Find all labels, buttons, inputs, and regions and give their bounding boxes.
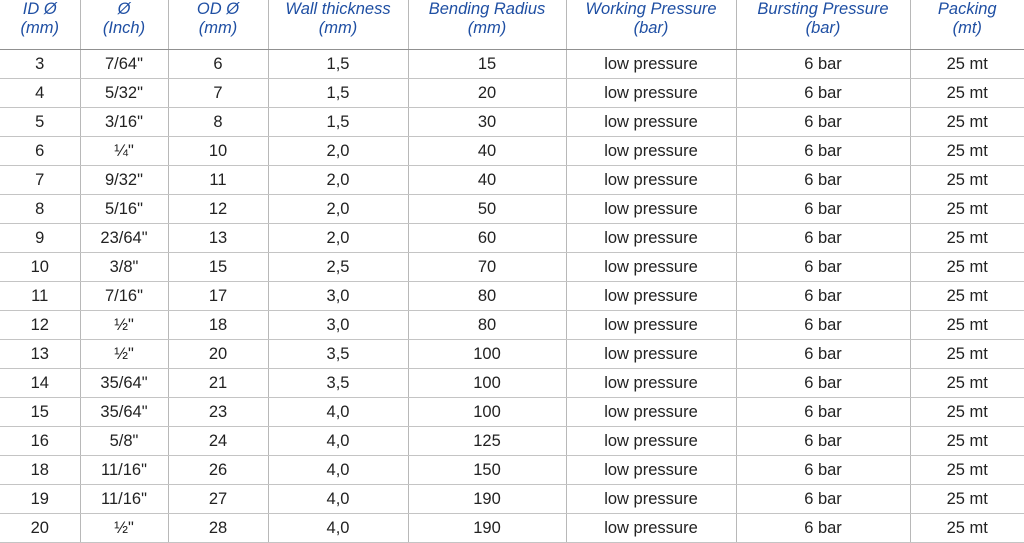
bursting-pressure-header — [736, 0, 910, 50]
header-label: ID Ø — [0, 0, 80, 19]
bursting-pressure-cell: 6 bar — [736, 137, 910, 166]
working-pressure-cell: low pressure — [566, 166, 736, 195]
table-row — [0, 514, 1024, 543]
header-unit: (bar) — [737, 19, 910, 38]
od-diameter-cell: 13 — [168, 224, 268, 253]
bursting-pressure-cell: 6 bar — [736, 166, 910, 195]
table-body — [0, 50, 1024, 543]
header-unit: (mm) — [409, 19, 566, 38]
bending-radius-cell: 190 — [408, 485, 566, 514]
bursting-pressure-cell: 6 bar — [736, 282, 910, 311]
header-label: Wall thickness — [269, 0, 408, 19]
bursting-pressure-cell: 6 bar — [736, 79, 910, 108]
bursting-pressure-cell: 6 bar — [736, 50, 910, 79]
packing-cell: 25 mt — [910, 282, 1024, 311]
working-pressure-cell: low pressure — [566, 369, 736, 398]
packing-cell: 25 mt — [910, 485, 1024, 514]
table-row — [0, 195, 1024, 224]
bending-radius-cell: 80 — [408, 282, 566, 311]
bending-radius-cell: 70 — [408, 253, 566, 282]
bending-radius-cell: 100 — [408, 340, 566, 369]
wall-thickness-cell: 2,0 — [268, 137, 408, 166]
header-unit: (mm) — [269, 19, 408, 38]
table-row — [0, 253, 1024, 282]
od-diameter-cell: 10 — [168, 137, 268, 166]
inch-diameter-cell: 7/64" — [80, 50, 168, 79]
od-diameter-cell: 23 — [168, 398, 268, 427]
od-diameter-cell: 17 — [168, 282, 268, 311]
inch-diameter-cell: 23/64" — [80, 224, 168, 253]
bending-radius-cell: 30 — [408, 108, 566, 137]
bursting-pressure-cell: 6 bar — [736, 456, 910, 485]
working-pressure-cell: low pressure — [566, 195, 736, 224]
table-row — [0, 427, 1024, 456]
wall-thickness-cell: 4,0 — [268, 427, 408, 456]
id-diameter-cell: 15 — [0, 398, 80, 427]
inch-diameter-cell: 11/16" — [80, 485, 168, 514]
id-diameter-cell: 12 — [0, 311, 80, 340]
wall-thickness-cell: 3,5 — [268, 340, 408, 369]
bursting-pressure-cell: 6 bar — [736, 311, 910, 340]
bending-radius-cell: 150 — [408, 456, 566, 485]
od-diameter-cell: 27 — [168, 485, 268, 514]
wall-thickness-cell: 3,5 — [268, 369, 408, 398]
id-diameter-header — [0, 0, 80, 50]
table-row — [0, 369, 1024, 398]
inch-diameter-header — [80, 0, 168, 50]
table-row — [0, 340, 1024, 369]
packing-cell: 25 mt — [910, 514, 1024, 543]
header-label: Bursting Pressure — [737, 0, 910, 19]
wall-thickness-cell: 4,0 — [268, 398, 408, 427]
table-row — [0, 79, 1024, 108]
wall-thickness-header — [268, 0, 408, 50]
bursting-pressure-cell: 6 bar — [736, 224, 910, 253]
inch-diameter-cell: ½" — [80, 514, 168, 543]
bending-radius-header — [408, 0, 566, 50]
od-diameter-cell: 8 — [168, 108, 268, 137]
packing-cell: 25 mt — [910, 224, 1024, 253]
bursting-pressure-cell: 6 bar — [736, 398, 910, 427]
packing-cell: 25 mt — [910, 369, 1024, 398]
inch-diameter-cell: 5/16" — [80, 195, 168, 224]
id-diameter-cell: 4 — [0, 79, 80, 108]
id-diameter-cell: 13 — [0, 340, 80, 369]
id-diameter-cell: 8 — [0, 195, 80, 224]
bending-radius-cell: 100 — [408, 369, 566, 398]
bursting-pressure-cell: 6 bar — [736, 340, 910, 369]
working-pressure-cell: low pressure — [566, 79, 736, 108]
bending-radius-cell: 190 — [408, 514, 566, 543]
working-pressure-cell: low pressure — [566, 311, 736, 340]
od-diameter-cell: 21 — [168, 369, 268, 398]
packing-cell: 25 mt — [910, 340, 1024, 369]
wall-thickness-cell: 2,0 — [268, 224, 408, 253]
inch-diameter-cell: ¼" — [80, 137, 168, 166]
bending-radius-cell: 20 — [408, 79, 566, 108]
header-label: OD Ø — [169, 0, 268, 19]
working-pressure-header — [566, 0, 736, 50]
bursting-pressure-cell: 6 bar — [736, 195, 910, 224]
table-row — [0, 485, 1024, 514]
packing-cell: 25 mt — [910, 50, 1024, 79]
wall-thickness-cell: 1,5 — [268, 108, 408, 137]
table-row — [0, 166, 1024, 195]
od-diameter-cell: 6 — [168, 50, 268, 79]
working-pressure-cell: low pressure — [566, 253, 736, 282]
packing-cell: 25 mt — [910, 137, 1024, 166]
table-header-row — [0, 0, 1024, 50]
header-unit: (mm) — [169, 19, 268, 38]
inch-diameter-cell: 5/8" — [80, 427, 168, 456]
id-diameter-cell: 20 — [0, 514, 80, 543]
id-diameter-cell: 9 — [0, 224, 80, 253]
wall-thickness-cell: 2,0 — [268, 195, 408, 224]
od-diameter-cell: 7 — [168, 79, 268, 108]
od-diameter-cell: 20 — [168, 340, 268, 369]
table-row — [0, 224, 1024, 253]
header-unit: (Inch) — [81, 19, 168, 38]
bursting-pressure-cell: 6 bar — [736, 369, 910, 398]
packing-cell: 25 mt — [910, 311, 1024, 340]
working-pressure-cell: low pressure — [566, 282, 736, 311]
inch-diameter-cell: ½" — [80, 311, 168, 340]
working-pressure-cell: low pressure — [566, 137, 736, 166]
packing-cell: 25 mt — [910, 166, 1024, 195]
packing-header — [910, 0, 1024, 50]
table-row — [0, 398, 1024, 427]
table-row — [0, 50, 1024, 79]
inch-diameter-cell: 3/16" — [80, 108, 168, 137]
wall-thickness-cell: 2,0 — [268, 166, 408, 195]
header-unit: (bar) — [567, 19, 736, 38]
bending-radius-cell: 50 — [408, 195, 566, 224]
inch-diameter-cell: 35/64" — [80, 369, 168, 398]
bursting-pressure-cell: 6 bar — [736, 253, 910, 282]
wall-thickness-cell: 3,0 — [268, 311, 408, 340]
id-diameter-cell: 7 — [0, 166, 80, 195]
od-diameter-cell: 28 — [168, 514, 268, 543]
table-row — [0, 137, 1024, 166]
bending-radius-cell: 40 — [408, 166, 566, 195]
packing-cell: 25 mt — [910, 79, 1024, 108]
od-diameter-cell: 12 — [168, 195, 268, 224]
wall-thickness-cell: 4,0 — [268, 514, 408, 543]
inch-diameter-cell: ½" — [80, 340, 168, 369]
working-pressure-cell: low pressure — [566, 485, 736, 514]
table-row — [0, 456, 1024, 485]
header-unit: (mm) — [0, 19, 80, 38]
working-pressure-cell: low pressure — [566, 427, 736, 456]
header-unit: (mt) — [911, 19, 1024, 38]
inch-diameter-cell: 7/16" — [80, 282, 168, 311]
id-diameter-cell: 5 — [0, 108, 80, 137]
packing-cell: 25 mt — [910, 398, 1024, 427]
working-pressure-cell: low pressure — [566, 398, 736, 427]
wall-thickness-cell: 4,0 — [268, 485, 408, 514]
od-diameter-cell: 11 — [168, 166, 268, 195]
id-diameter-cell: 18 — [0, 456, 80, 485]
inch-diameter-cell: 35/64" — [80, 398, 168, 427]
inch-diameter-cell: 9/32" — [80, 166, 168, 195]
wall-thickness-cell: 3,0 — [268, 282, 408, 311]
packing-cell: 25 mt — [910, 427, 1024, 456]
packing-cell: 25 mt — [910, 253, 1024, 282]
id-diameter-cell: 14 — [0, 369, 80, 398]
table-row — [0, 108, 1024, 137]
bursting-pressure-cell: 6 bar — [736, 514, 910, 543]
packing-cell: 25 mt — [910, 195, 1024, 224]
working-pressure-cell: low pressure — [566, 108, 736, 137]
inch-diameter-cell: 3/8" — [80, 253, 168, 282]
id-diameter-cell: 19 — [0, 485, 80, 514]
od-diameter-header — [168, 0, 268, 50]
bending-radius-cell: 40 — [408, 137, 566, 166]
working-pressure-cell: low pressure — [566, 514, 736, 543]
id-diameter-cell: 6 — [0, 137, 80, 166]
header-label: Working Pressure — [567, 0, 736, 19]
od-diameter-cell: 18 — [168, 311, 268, 340]
packing-cell: 25 mt — [910, 108, 1024, 137]
wall-thickness-cell: 2,5 — [268, 253, 408, 282]
bending-radius-cell: 60 — [408, 224, 566, 253]
bending-radius-cell: 100 — [408, 398, 566, 427]
id-diameter-cell: 3 — [0, 50, 80, 79]
header-label: Bending Radius — [409, 0, 566, 19]
table-row — [0, 311, 1024, 340]
working-pressure-cell: low pressure — [566, 340, 736, 369]
working-pressure-cell: low pressure — [566, 456, 736, 485]
bending-radius-cell: 80 — [408, 311, 566, 340]
wall-thickness-cell: 1,5 — [268, 79, 408, 108]
table-row — [0, 282, 1024, 311]
working-pressure-cell: low pressure — [566, 224, 736, 253]
od-diameter-cell: 24 — [168, 427, 268, 456]
packing-cell: 25 mt — [910, 456, 1024, 485]
bending-radius-cell: 15 — [408, 50, 566, 79]
inch-diameter-cell: 11/16" — [80, 456, 168, 485]
header-label: Packing — [911, 0, 1024, 19]
header-label: Ø — [81, 0, 168, 19]
id-diameter-cell: 11 — [0, 282, 80, 311]
od-diameter-cell: 15 — [168, 253, 268, 282]
bursting-pressure-cell: 6 bar — [736, 485, 910, 514]
od-diameter-cell: 26 — [168, 456, 268, 485]
inch-diameter-cell: 5/32" — [80, 79, 168, 108]
working-pressure-cell: low pressure — [566, 50, 736, 79]
bending-radius-cell: 125 — [408, 427, 566, 456]
wall-thickness-cell: 4,0 — [268, 456, 408, 485]
bursting-pressure-cell: 6 bar — [736, 427, 910, 456]
id-diameter-cell: 10 — [0, 253, 80, 282]
id-diameter-cell: 16 — [0, 427, 80, 456]
wall-thickness-cell: 1,5 — [268, 50, 408, 79]
bursting-pressure-cell: 6 bar — [736, 108, 910, 137]
